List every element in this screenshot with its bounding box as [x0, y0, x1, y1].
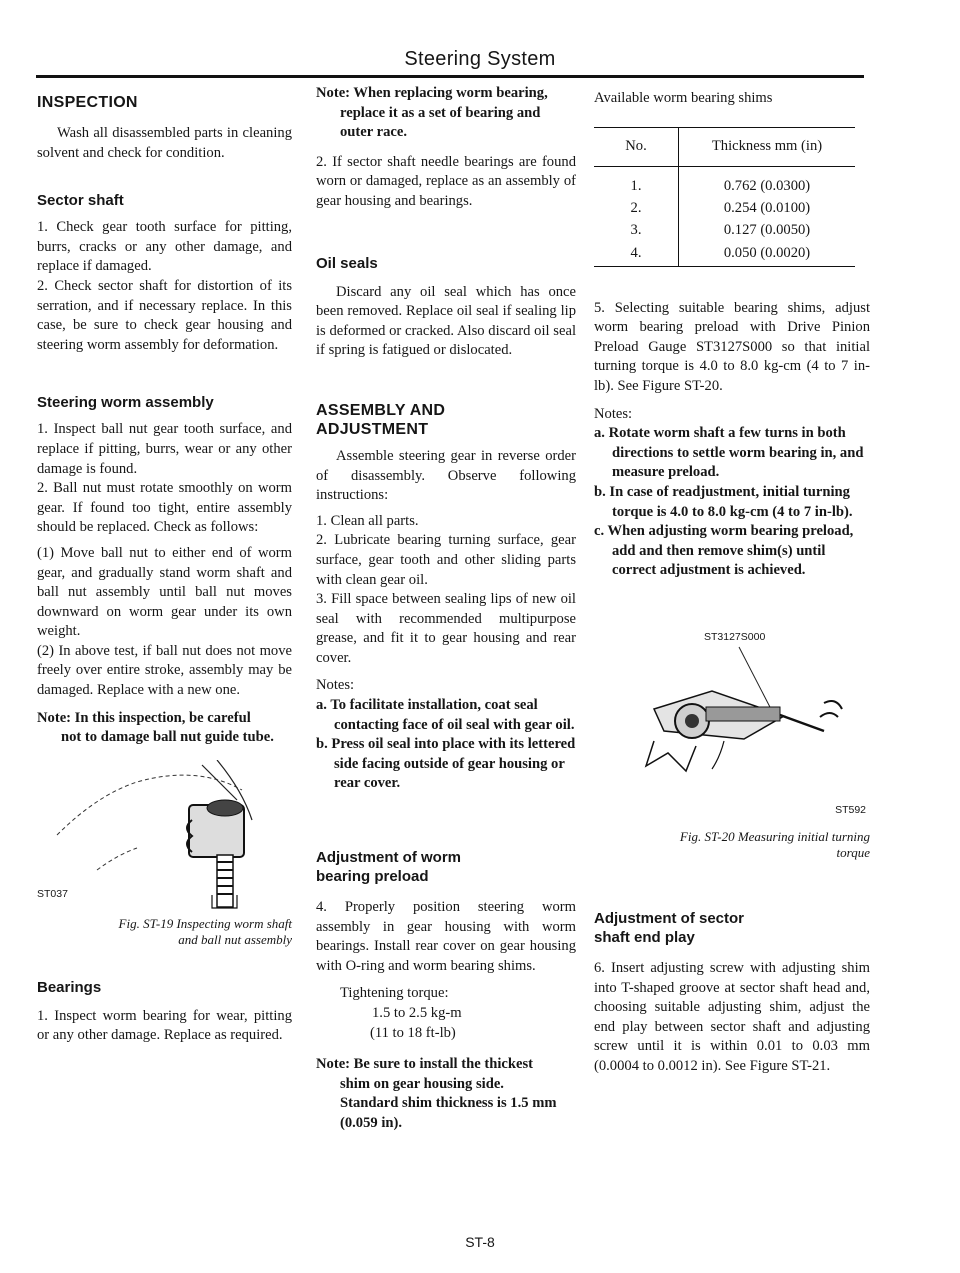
step5-note-a: a. Rotate worm shaft a few turns in both directions to settle worm bearing in, and measure preload. — [594, 425, 864, 481]
shims-header-no: No. — [594, 127, 679, 166]
sector-item-1: 1. Check gear tooth surface for pitting, burrs, cracks or any other damage, and replace if damaged. — [37, 219, 292, 275]
shim-no: 2. — [594, 198, 679, 220]
assembly-notes-label: Notes: — [316, 677, 355, 694]
assembly-step-4: 4. Properly position steering worm assembly in gear housing with worm bearings. Install rear cover on gear housing with O-ring and worm bearing shims. — [316, 899, 576, 974]
sector-endplay-heading-line1: Adjustment of sector — [594, 909, 745, 927]
assembly-step-2: 2. Lubricate bearing turning surface, gear surface, gear tooth and other sliding parts with clean gear oil. — [316, 532, 576, 588]
torque-label: Tightening torque: — [340, 985, 449, 1002]
worm-item-4: (2) In above test, if ball nut does not move freely over entire stroke, assembly may be damaged. Replace with a new one. — [37, 642, 292, 699]
shim-thickness: 0.127 (0.0050) — [723, 222, 811, 239]
inspection-note-body: not to damage ball nut guide tube. — [61, 729, 274, 746]
column-3 — [594, 84, 870, 1076]
steering-worm-heading: Steering worm assembly — [37, 394, 214, 412]
worm-preload-heading-line2: bearing preload — [316, 868, 429, 886]
bearings-text: 1. Inspect worm bearing for wear, pitting or any other damage. Replace as required. — [37, 1007, 292, 1044]
assembly-intro: Assemble steering gear in reverse order of disassembly. Observe following instructions: — [316, 447, 576, 504]
assembly-step-1: 1. Clean all parts. — [316, 512, 419, 529]
table-row — [594, 198, 855, 220]
fig19-caption-line1: Fig. ST-19 Inspecting worm shaft — [118, 915, 292, 931]
figure-st20 — [594, 621, 870, 821]
assembly-heading-line2: ADJUSTMENT — [316, 420, 429, 438]
inspection-heading: INSPECTION — [37, 94, 138, 111]
shim-no: 1. — [594, 176, 679, 198]
torque-imperial: (11 to 18 ft-lb) — [370, 1024, 456, 1041]
shim-thickness: 0.762 (0.0300) — [723, 178, 811, 195]
fig20-code: ST592 — [835, 803, 866, 816]
oil-seals-heading: Oil seals — [316, 254, 378, 272]
worm-preload-heading-line1: Adjustment of worm — [316, 849, 461, 867]
table-row — [594, 176, 855, 198]
shim-thickness: 0.254 (0.0100) — [723, 200, 811, 217]
needle-bearing-item: 2. If sector shaft needle bearings are found worn or damaged, replace as an assembly of gear housing and bearings. — [316, 153, 576, 209]
worm-item-2: 2. Ball nut must rotate smoothly on worm gear. If found too tight, entire assembly should be replaced. Check as follows: — [37, 480, 292, 536]
worm-bearing-note-body: replace it as a set of bearing and outer race. — [340, 104, 541, 141]
page-number: ST-8 — [465, 1234, 495, 1250]
sector-shaft-heading: Sector shaft — [37, 192, 124, 210]
step-6: 6. Insert adjusting screw with adjusting shim into T-shaped groove at sector shaft head and, choosing suitable adjusting shim, adjust the end play between sector shaft and adjusting screw until it is within 0.01 to 0.03 mm (0.0004 to 0.0012 in). See Figure ST-21. — [594, 959, 870, 1074]
fig20-tool-label: ST3127S000 — [704, 630, 766, 643]
fig19-code: ST037 — [37, 887, 68, 900]
table-row — [594, 220, 855, 242]
shim-thickness: 0.050 (0.0020) — [723, 245, 811, 262]
assembly-note-a: a. To facilitate installation, coat seal contacting face of oil seal with gear oil. — [316, 697, 575, 733]
thickest-shim-note-body: shim on gear housing side. — [340, 1075, 504, 1092]
shims-table — [594, 127, 855, 267]
bearings-heading: Bearings — [37, 978, 102, 996]
torque-metric: 1.5 to 2.5 kg-m — [372, 1005, 462, 1021]
table-row — [594, 242, 855, 267]
inspection-intro: Wash all disassembled parts in cleaning solvent and check for condition. — [37, 125, 292, 161]
step5-notes-label: Notes: — [594, 405, 633, 422]
worm-bearing-note-lead: Note: When replacing worm bearing, — [316, 85, 548, 101]
shim-no: 3. — [594, 220, 679, 242]
shims-table-title: Available worm bearing shims — [594, 90, 773, 106]
assembly-step-3: 3. Fill space between sealing lips of new oil seal with recommended multipurpose grease, and fit it to gear housing and rear cover. — [316, 591, 576, 666]
worm-item-1: 1. Inspect ball nut gear tooth surface, and replace if pitting, burrs, wear or any other damage is found. — [37, 421, 292, 477]
oil-seals-text: Discard any oil seal which has once been removed. Replace oil seal if sealing lip is deformed or cracked. Also discard oil seal if spring is fatigued or dislocated. — [316, 283, 576, 359]
assembly-note-b: b. Press oil seal into place with its lettered side facing outside of gear housing or rear cover. — [316, 736, 576, 792]
header-rule — [36, 75, 864, 78]
column-2 — [316, 84, 576, 1134]
shims-table-header — [594, 127, 855, 166]
step-5: 5. Selecting suitable bearing shims, adjust worm bearing preload with Drive Pinion Preload Gauge ST3127S000 so that initial turning torque is 4.0 to 8.0 kg-cm (4 to 7 in-lb). See Figure ST-20. — [594, 299, 870, 394]
figure-st19 — [37, 760, 292, 910]
worm-item-3: (1) Move ball nut to either end of worm gear, and gradually stand worm shaft and ball nut assembly until ball nut moves downward on worm gear under its own weight. — [37, 544, 292, 640]
shim-no: 4. — [594, 242, 679, 267]
inspection-note-lead: Note: In this inspection, be careful — [37, 709, 251, 726]
thickest-shim-note-lead: Note: Be sure to install the thickest — [316, 1056, 533, 1073]
fig20-caption-line1: Fig. ST-20 Measuring initial turning — [679, 828, 870, 844]
preload-gauge-illustration — [594, 621, 870, 821]
shims-header-thickness: Thickness mm (in) — [711, 138, 823, 155]
sector-endplay-heading-line2: shaft end play — [594, 928, 695, 946]
worm-shaft-illustration — [37, 760, 292, 910]
standard-shim-thickness: Standard shim thickness is 1.5 mm (0.059 in). — [340, 1095, 557, 1131]
column-1 — [37, 84, 292, 1046]
fig20-caption-line2: torque — [836, 844, 870, 860]
step5-note-b: b. In case of readjustment, initial turning torque is 4.0 to 8.0 kg-cm (4 to 7 in-lb). — [594, 483, 853, 520]
assembly-heading-line1: ASSEMBLY AND — [316, 401, 446, 419]
sector-item-2: 2. Check sector shaft for distortion of its serration, and if necessary replace. In this case, be sure to check gear housing and steering worm assembly for deformation. — [37, 277, 292, 353]
page-header-title: Steering System — [404, 48, 556, 70]
step5-note-c: c. When adjusting worm bearing preload, add and then remove shim(s) until correct adjustment is achieved. — [594, 523, 854, 579]
fig19-caption-line2: and ball nut assembly — [178, 931, 292, 947]
